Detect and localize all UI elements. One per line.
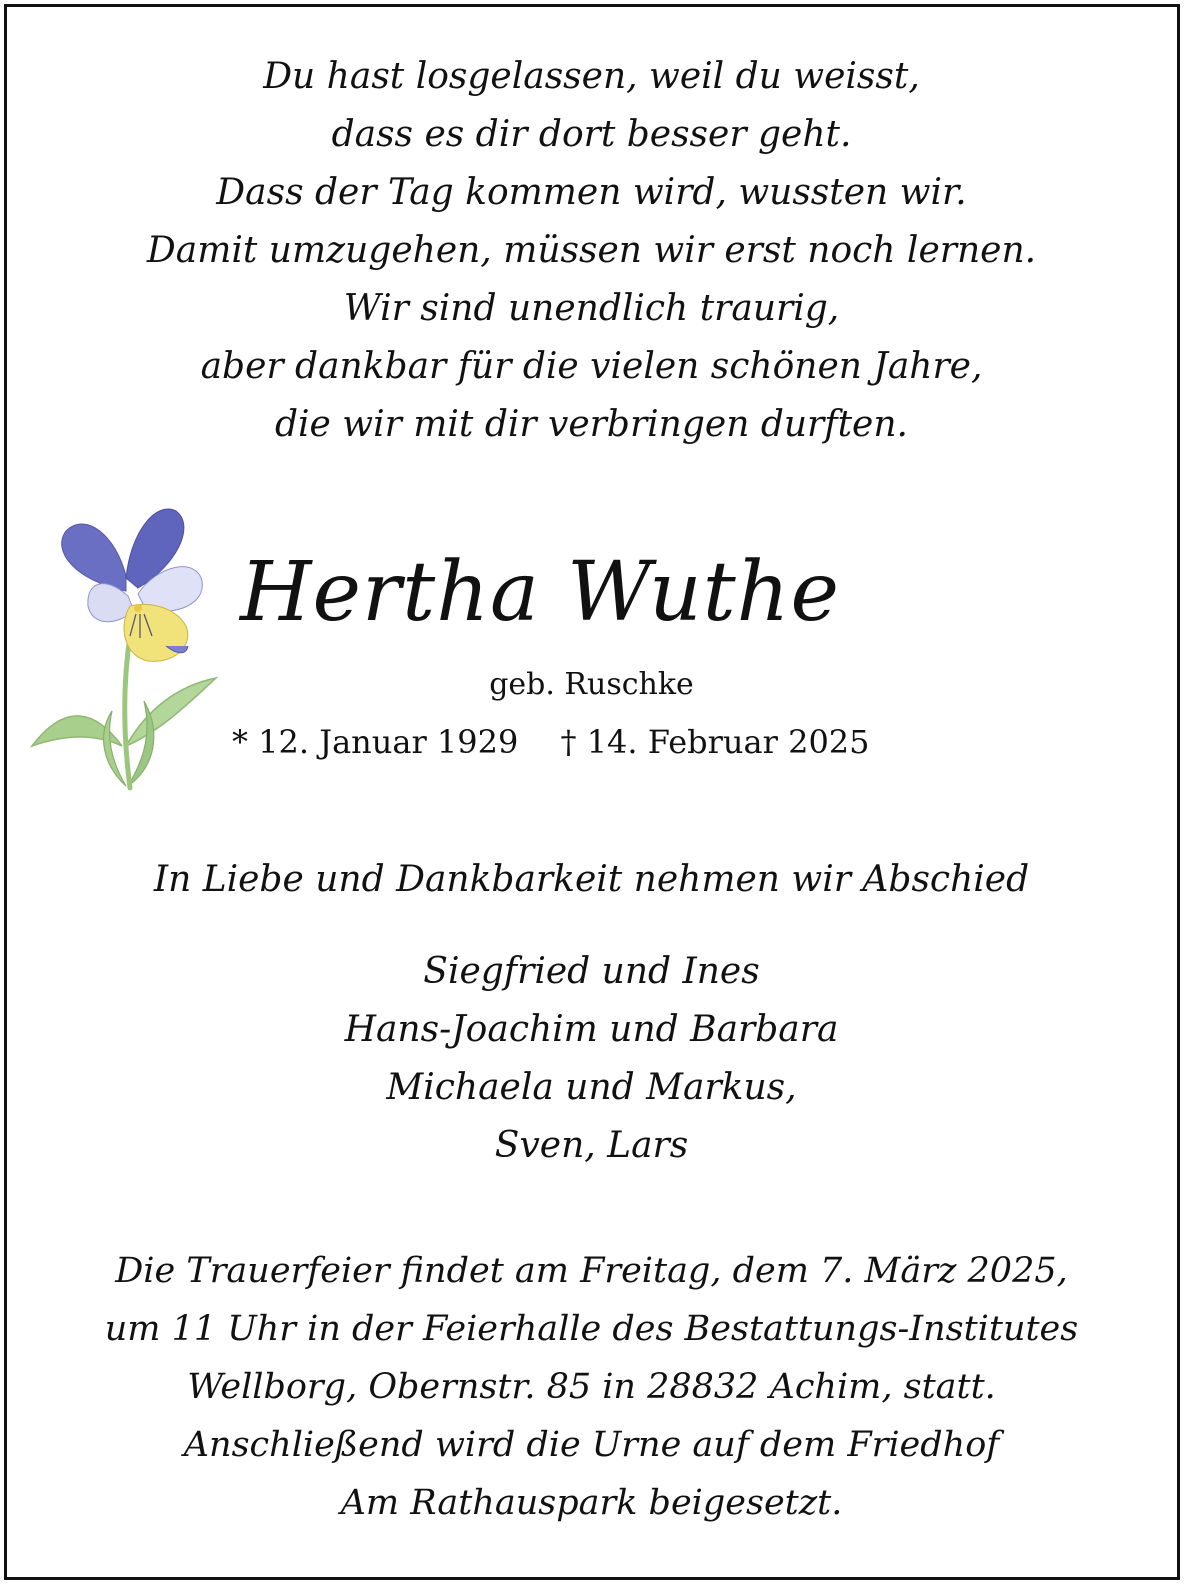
ceremony-line: um 11 Uhr in der Feierhalle des Bestattungs-Institutes [104, 1309, 1079, 1349]
mourner-entry: Hans-Joachim und Barbara [344, 1009, 839, 1050]
death-date: † 14. Februar 2025 [560, 723, 870, 761]
ceremony-info [0, 1242, 1183, 1532]
mourners-list [0, 943, 1183, 1175]
memorial-poem [0, 48, 1183, 454]
mourner-entry: Siegfried und Ines [423, 951, 760, 992]
ceremony-line: Wellborg, Obernstr. 85 in 28832 Achim, statt. [187, 1367, 996, 1407]
pansy-flower-illustration [26, 496, 222, 796]
ceremony-line: Die Trauerfeier findet am Freitag, dem 7. März 2025, [115, 1251, 1068, 1291]
deceased-name: Hertha Wuthe [240, 545, 841, 640]
poem-line: Du hast losgelassen, weil du weisst, [263, 56, 920, 97]
poem-line: Wir sind unendlich traurig, [343, 288, 840, 329]
ceremony-line: Anschließend wird die Urne auf dem Friedhof [183, 1425, 1000, 1465]
ceremony-line: Am Rathauspark beigesetzt. [340, 1483, 843, 1523]
poem-line: Dass der Tag kommen wird, wussten wir. [216, 172, 967, 213]
life-dates [232, 720, 972, 764]
mourner-entry: Sven, Lars [494, 1125, 689, 1166]
birth-date: * 12. Januar 1929 [232, 723, 519, 761]
poem-line: die wir mit dir verbringen durften. [274, 404, 908, 445]
mourner-entry: Michaela und Markus, [386, 1067, 797, 1108]
poem-line: Damit umzugehen, müssen wir erst noch lernen. [146, 230, 1037, 271]
farewell-line: In Liebe und Dankbarkeit nehmen wir Abschied [153, 859, 1030, 900]
maiden-name: geb. Ruschke [489, 667, 694, 702]
poem-line: dass es dir dort besser geht. [331, 114, 852, 155]
poem-line: aber dankbar für die vielen schönen Jahre, [200, 346, 983, 387]
